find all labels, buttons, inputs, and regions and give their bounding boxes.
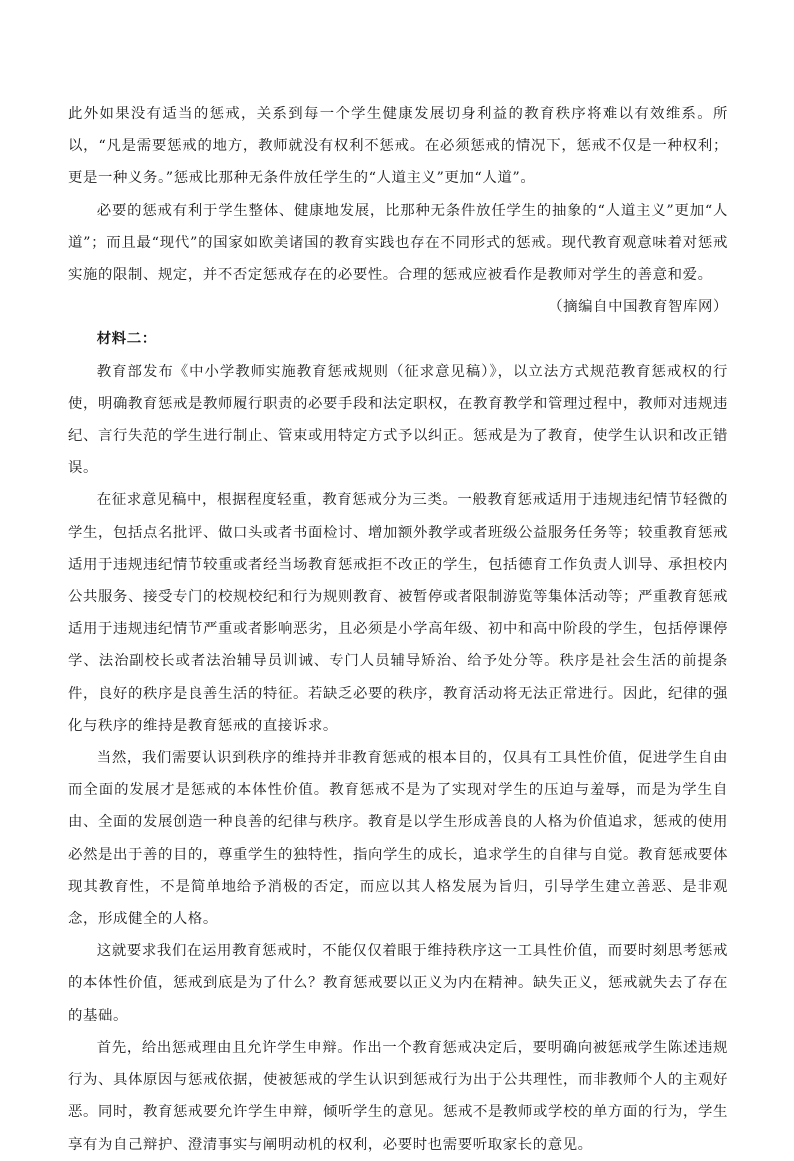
source-citation: （摘编自中国教育智库网） bbox=[548, 299, 728, 316]
paragraph-1: 此外如果没有适当的惩戒，关系到每一个学生健康发展切身利益的教育秩序将难以有效维系。所以，“凡是需要惩戒的地方，教师就没有权利不惩戒。在必须惩戒的情况下，惩戒不仅是一种权利；更是一种义务。”惩戒比那种无条件放任学生的“人道主义”更加“人道”。 bbox=[68, 106, 728, 187]
paragraph-7: 首先，给出惩戒理由且允许学生申辩。作出一个教育惩戒决定后，要明确向被惩戒学生陈述违规行为、具体原因与惩戒依据，使被惩戒的学生认识到惩戒行为出于公共理性，而非教师个人的主观好恶。同时，教育惩戒要允许学生申辩，倾听学生的意见。惩戒不是教师或学校的单方面的行为，学生享有为自己辩护、澄清事实与阐明动机的权利，必要时也需要听取家长的意见。 bbox=[68, 1039, 728, 1153]
material-two-heading: 材料二： bbox=[96, 330, 157, 348]
paragraph-4: 在征求意见稿中，根据程度轻重，教育惩戒分为三类。一般教育惩戒适用于违规违纪情节轻微的学生，包括点名批评、做口头或者书面检讨、增加额外教学或者班级公益服务任务等；较重教育惩戒适用于违规违纪情节较重或者经当场教育惩戒拒不改正的学生，包括德育工作负责人训导、承担校内公共服务、接受专门的校规校纪和行为规则教育、被暂停或者限制游览等集体活动等；严重教育惩戒适用于违规违纪情节严重或者影响恶劣，且必须是小学高年级、初中和高中阶段的学生，包括停课停学、法治副校长或者法治辅导员训诫、专门人员辅导矫治、给予处分等。秩序是社会生活的前提条件，良好的秩序是良善生活的特征。若缺乏必要的秩序，教育活动将无法正常进行。因此，纪律的强化与秩序的维持是教育惩戒的直接诉求。 bbox=[68, 492, 728, 734]
paragraph-2: 必要的惩戒有利于学生整体、健康地发展，比那种无条件放任学生的抽象的“人道主义”更加“人道”；而且最“现代”的国家如欧美诸国的教育实践也存在不同形式的惩戒。现代教育观意味着对惩戒实施的限制、规定，并不否定惩戒存在的必要性。合理的惩戒应被看作是教师对学生的善意和爱。 bbox=[68, 202, 728, 284]
document-body bbox=[68, 98, 728, 1161]
paragraph-5: 当然，我们需要认识到秩序的维持并非教育惩戒的根本目的，仅具有工具性价值，促进学生自由而全面的发展才是惩戒的本体性价值。教育惩戒不是为了实现对学生的压迫与羞辱，而是为学生自由、全面的发展创造一种良善的纪律与秩序。教育是以学生形成善良的人格为价值追求，惩戒的使用必然是出于善的目的，尊重学生的独特性，指向学生的成长，追求学生的自律与自觉。教育惩戒要体现其教育性，不是简单地给予消极的否定，而应以其人格发展为旨归，引导学生建立善恶、是非观念，形成健全的人格。 bbox=[68, 750, 728, 928]
paragraph-3: 教育部发布《中小学教师实施教育惩戒规则（征求意见稿）》，以立法方式规范教育惩戒权的行使，明确教育惩戒是教师履行职责的必要手段和法定职权，在教育教学和管理过程中，教师对违规违纪、言行失范的学生进行制止、管束或用特定方式予以纠正。惩戒是为了教育，使学生认识和改正错误。 bbox=[68, 363, 728, 477]
paragraph-6: 这就要求我们在运用教育惩戒时，不能仅仅着眼于维持秩序这一工具性价值，而要时刻思考惩戒的本体性价值，惩戒到底是为了什么？教育惩戒要以正义为内在精神。缺失正义，惩戒就失去了存在的基础。 bbox=[68, 943, 728, 1024]
